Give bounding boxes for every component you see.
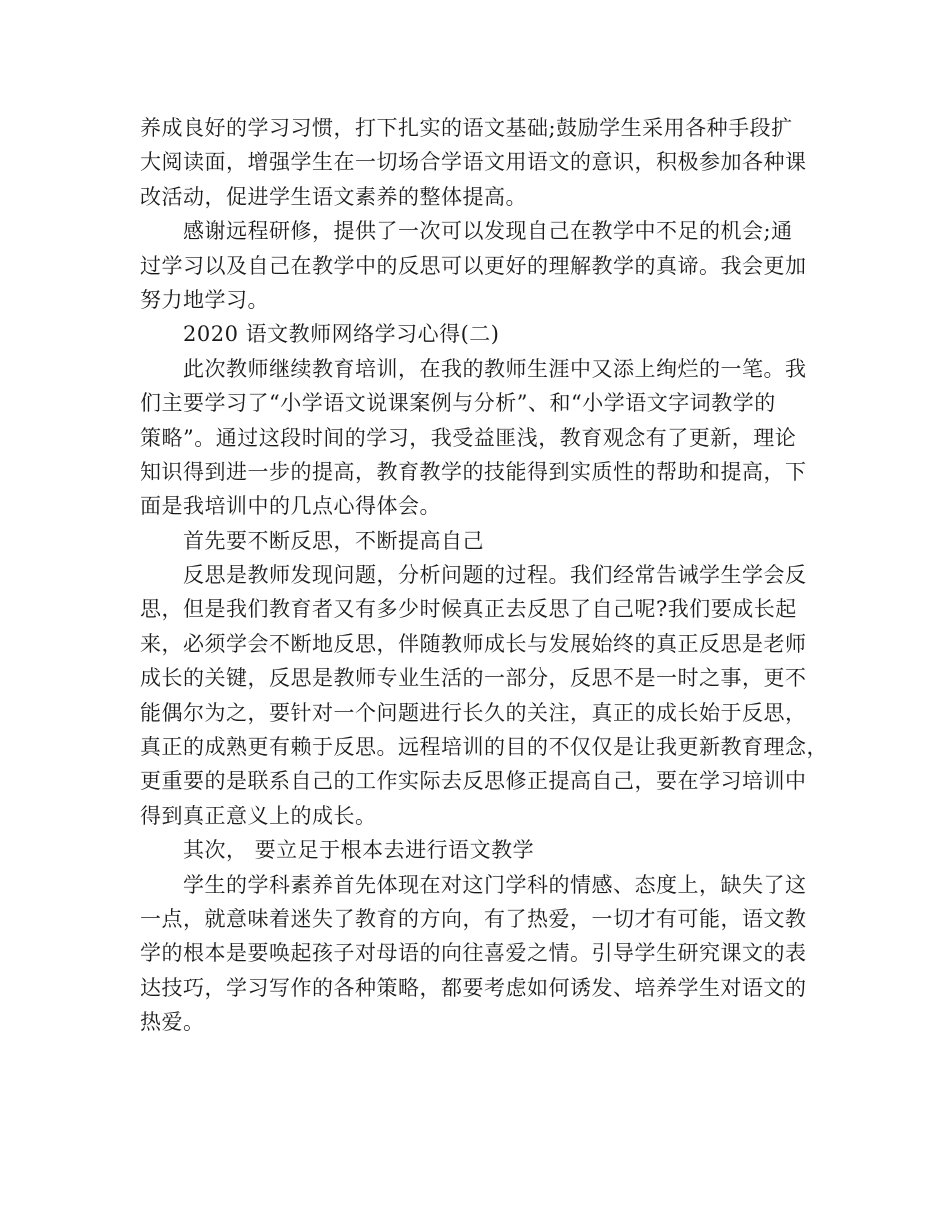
text-line: 热爱。 [140, 1010, 205, 1035]
text-line: 们主要学习了“小学语文说课案例与分析”、和“小学语文字词教学的 [140, 391, 776, 416]
text-line: 首先要不断反思，不断提高自己 [183, 528, 484, 553]
text-line: 真正的成熟更有赖于反思。远程培训的目的不仅仅是让我更新教育理念， [140, 735, 828, 760]
text-line: 2020 语文教师网络学习心得(二) [183, 322, 500, 347]
text-line: 感谢远程研修，提供了一次可以发现自己在教学中不足的机会;通 [183, 219, 793, 244]
text-line: 一点，就意味着迷失了教育的方向，有了热爱，一切才有可能，语文教 [140, 906, 807, 931]
text-line: 达技巧，学习写作的各种策略，都要考虑如何诱发、培养学生对语文的 [140, 975, 807, 1000]
text-line: 面是我培训中的几点心得体会。 [140, 494, 441, 519]
text-line: 过学习以及自己在教学中的反思可以更好的理解教学的真谛。我会更加 [140, 253, 807, 278]
text-line: 来，必须学会不断地反思，伴随教师成长与发展始终的真正反思是老师 [140, 631, 807, 656]
document-body [140, 111, 830, 1040]
text-line: 养成良好的学习习惯，打下扎实的语文基础;鼓励学生采用各种手段扩 [140, 116, 793, 140]
text-line: 其次， 要立足于根本去进行语文教学 [183, 838, 535, 863]
text-line: 思，但是我们教育者又有多少时候真正去反思了自己呢?我们要成长起 [140, 597, 797, 622]
text-line: 此次教师继续教育培训，在我的教师生涯中又添上绚烂的一笔。我 [183, 356, 807, 381]
text-line: 反思是教师发现问题，分析问题的过程。我们经常告诫学生学会反 [183, 563, 807, 588]
text-line: 学生的学科素养首先体现在对这门学科的情感、态度上，缺失了这 [183, 872, 807, 897]
text-line: 努力地学习。 [140, 287, 269, 312]
text-line: 更重要的是联系自己的工作实际去反思修正提高自己，要在学习培训中 [140, 769, 807, 794]
text-line: 改活动，促进学生语文素养的整体提高。 [140, 184, 527, 209]
text-line: 得到真正意义上的成长。 [140, 803, 377, 828]
text-line: 知识得到进一步的提高，教育教学的技能得到实质性的帮助和提高，下 [140, 459, 807, 484]
text-line: 策略”。通过这段时间的学习，我受益匪浅，教育观念有了更新，理论 [140, 425, 797, 450]
text-line: 能偶尔为之，要针对一个问题进行长久的关注，真正的成长始于反思， [140, 700, 807, 725]
text-line: 成长的关键，反思是教师专业生活的一部分，反思不是一时之事，更不 [140, 666, 807, 691]
text-line: 学的根本是要唤起孩子对母语的向往喜爱之情。引导学生研究课文的表 [140, 941, 807, 966]
text-line: 大阅读面，增强学生在一切场合学语文用语文的意识，积极参加各种课 [140, 150, 807, 175]
